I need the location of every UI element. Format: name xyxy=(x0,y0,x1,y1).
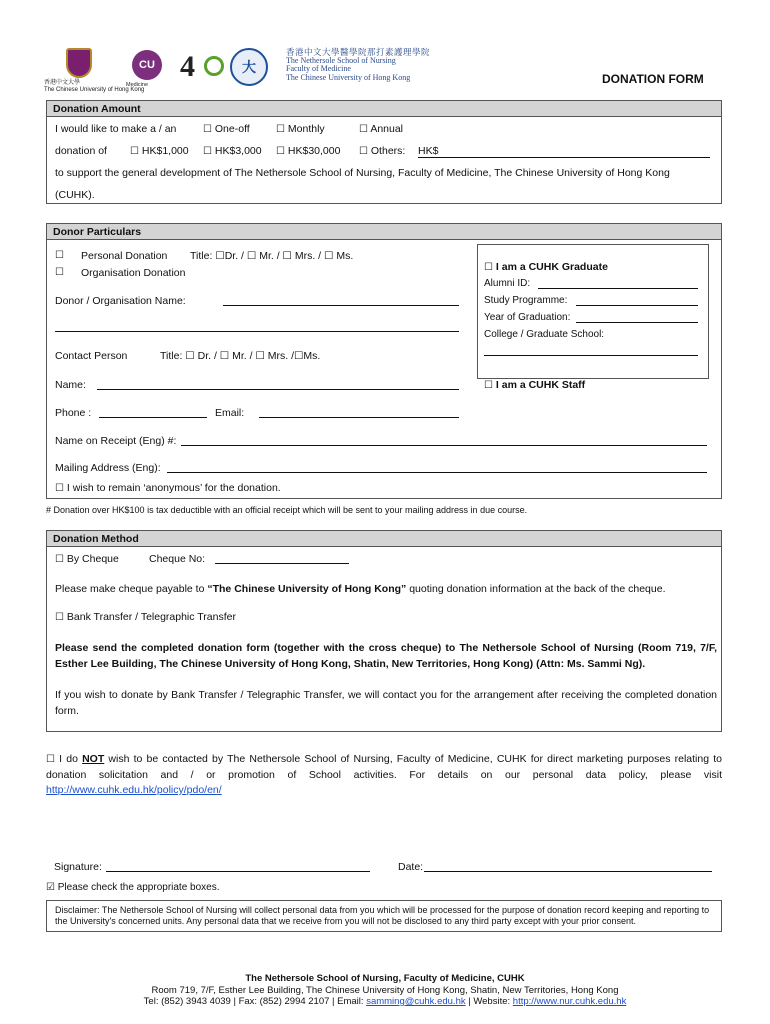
tax-note: # Donation over HK$100 is tax deductible with an official receipt which will be sent to your mailing address in due course. xyxy=(46,505,528,515)
marketing-consent-checkbox[interactable]: ☐ xyxy=(46,754,55,765)
bank-transfer-note: If you wish to donate by Bank Transfer / Telegraphic Transfer, we will contact you for the arrangement after receiving the completed donation form. xyxy=(55,689,717,717)
footer-school-name: The Nethersole School of Nursing, Faculty of Medicine, CUHK xyxy=(245,973,525,984)
donor-name-field[interactable] xyxy=(223,295,459,306)
marketing-consent: ☐ I do NOT wish to be contacted by The Nethersole School of Nursing, Faculty of Medicine, CUHK for direct marketing purposes relating to donation solicitation and / or promotion of School activities. For details on our personal data policy, please visit http://www.cuhk.edu.hk/policy/pdo/en/ xyxy=(46,753,722,796)
form-title: DONATION FORM xyxy=(602,72,704,86)
receipt-name-label: Name on Receipt (Eng) #: xyxy=(55,435,177,447)
donor-particulars-section xyxy=(46,223,722,499)
cuhk-staff-checkbox[interactable]: ☐ I am a CUHK Staff xyxy=(484,379,586,391)
anniversary-ring-icon xyxy=(204,56,224,76)
amount-30000-checkbox[interactable]: ☐ HK$30,000 xyxy=(276,145,341,157)
contact-name-field[interactable] xyxy=(97,379,459,390)
intro-text-1: I would like to make a / an xyxy=(55,123,177,135)
medicine-cu-logo: CU xyxy=(132,50,162,80)
signature-label: Signature: xyxy=(54,861,102,873)
school-name-line-2: Faculty of Medicine xyxy=(286,64,351,74)
phone-label: Phone : xyxy=(55,407,92,419)
footer-website-link[interactable]: http://www.nur.cuhk.edu.hk xyxy=(512,996,627,1007)
alumni-id-label: Alumni ID: xyxy=(484,278,531,289)
cuhk-graduate-checkbox[interactable]: ☐ I am a CUHK Graduate xyxy=(484,261,608,273)
study-programme-label: Study Programme: xyxy=(484,295,568,306)
anonymous-checkbox[interactable]: ☐ I wish to remain ‘anonymous’ for the donation. xyxy=(55,482,281,494)
receipt-name-field[interactable] xyxy=(181,435,707,446)
donor-name-field-line-2[interactable] xyxy=(55,321,459,332)
amount-3000-checkbox[interactable]: ☐ HK$3,000 xyxy=(203,145,262,157)
check-boxes-note: ☑ Please check the appropriate boxes. xyxy=(46,882,220,893)
footer-contact: Tel: (852) 3943 4039 | Fax: (852) 2994 2107 | Email: samming@cuhk.edu.hk | Website: http://www.nur.cuhk.edu.hk xyxy=(143,996,627,1007)
college-label: College / Graduate School: xyxy=(484,329,605,340)
amount-1000-checkbox[interactable]: ☐ HK$1,000 xyxy=(130,145,189,157)
logo-row xyxy=(44,44,464,94)
cuhk-crest-caption: 香港中文大學 The Chinese University of Hong Kong xyxy=(44,80,145,93)
checked-box-icon: ☑ xyxy=(46,882,55,893)
nursing-school-seal-logo: 大 xyxy=(230,48,268,86)
phone-field[interactable] xyxy=(99,407,207,418)
date-field[interactable] xyxy=(424,861,712,872)
year-of-graduation-label: Year of Graduation: xyxy=(484,312,571,323)
cuhk-crest-logo xyxy=(66,48,92,78)
signature-field[interactable] xyxy=(106,861,370,872)
donor-title-options[interactable]: Title: ☐Dr. / ☐ Mr. / ☐ Mrs. / ☐ Ms. xyxy=(190,250,354,262)
footer-address: Room 719, 7/F, Esther Lee Building, The Chinese University of Hong Kong, Shatin, New Territories, Hong Kong xyxy=(151,984,619,996)
school-name-chinese: 香港中文大學醫學院那打素護理學院 xyxy=(286,47,431,57)
email-label: Email: xyxy=(215,407,245,419)
email-field[interactable] xyxy=(259,407,459,418)
section-heading: Donation Amount xyxy=(47,101,721,117)
contact-person-label: Contact Person xyxy=(55,350,128,362)
study-programme-field[interactable] xyxy=(576,295,698,306)
purpose-line-1: to support the general development of The Nethersole School of Nursing, Faculty of Medicine, The Chinese University of Hong Kong xyxy=(55,167,670,179)
contact-title-options[interactable]: Title: ☐ Dr. / ☐ Mr. / ☐ Mrs. /☐Ms. xyxy=(160,350,321,362)
alumni-id-field[interactable] xyxy=(538,278,698,289)
medicine-logo-caption: Medicine xyxy=(126,82,149,88)
disclaimer-box: Disclaimer: The Nethersole School of Nursing will collect personal data from you which will be processed for the purpose of donation record keeping and reporting to the University's concerned units. Any personal data that we receive from you will not be disclosed to any third party except with your prior consent. xyxy=(46,900,722,932)
date-label: Date: xyxy=(398,861,424,873)
school-name-line-1: The Nethersole School of Nursing xyxy=(286,55,396,65)
donation-method-section xyxy=(46,530,722,732)
bank-transfer-checkbox[interactable]: ☐ Bank Transfer / Telegraphic Transfer xyxy=(55,611,236,623)
cuhk-affiliation-box xyxy=(477,244,709,391)
name-label: Name: xyxy=(55,379,86,391)
others-checkbox[interactable]: ☐ Others: xyxy=(359,145,406,157)
section-heading: Donation Method xyxy=(47,531,721,547)
monthly-checkbox[interactable]: ☐ Monthly xyxy=(276,123,325,135)
cheque-no-field[interactable] xyxy=(215,553,349,564)
by-cheque-checkbox[interactable]: ☐ By Cheque xyxy=(55,553,119,565)
year-of-graduation-field[interactable] xyxy=(576,312,698,323)
organisation-donation-checkbox[interactable]: ☐ xyxy=(55,267,64,278)
privacy-policy-link[interactable]: http://www.cuhk.edu.hk/policy/pdo/en/ xyxy=(46,784,222,796)
organisation-donation-label: Organisation Donation xyxy=(81,267,186,279)
college-field[interactable] xyxy=(484,345,698,356)
personal-donation-checkbox[interactable]: ☐ xyxy=(55,250,64,261)
donation-amount-section xyxy=(46,100,722,204)
donor-name-label: Donor / Organisation Name: xyxy=(55,295,186,307)
cheque-payable-note: Please make cheque payable to “The Chinese University of Hong Kong” quoting donation information at the back of the cheque. xyxy=(55,583,666,595)
one-off-checkbox[interactable]: ☐ One-off xyxy=(203,123,250,135)
mailing-address-label: Mailing Address (Eng): xyxy=(55,462,161,474)
purpose-line-2: (CUHK). xyxy=(55,189,95,201)
school-name-block xyxy=(286,48,430,82)
cheque-no-label: Cheque No: xyxy=(149,553,206,565)
mailing-address-field[interactable] xyxy=(167,462,707,473)
intro-text-2: donation of xyxy=(55,145,107,157)
footer xyxy=(0,973,770,1008)
annual-checkbox[interactable]: ☐ Annual xyxy=(359,123,404,135)
send-instructions: Please send the completed donation form (together with the cross cheque) to The Nethersole School of Nursing (Room 719, 7/F, Esther Lee Building, The Chinese University of Hong Kong, Shatin, New Territories, Hong Kong) (Attn: Ms. Sammi Ng). xyxy=(55,642,717,670)
personal-donation-label: Personal Donation xyxy=(81,250,168,262)
section-heading: Donor Particulars xyxy=(47,224,721,240)
footer-email-link[interactable]: samming@cuhk.edu.hk xyxy=(366,996,466,1007)
school-name-line-3: The Chinese University of Hong Kong xyxy=(286,72,411,82)
anniversary-40-logo: 4 xyxy=(180,50,195,83)
others-amount-field[interactable]: HK$ xyxy=(418,145,710,158)
